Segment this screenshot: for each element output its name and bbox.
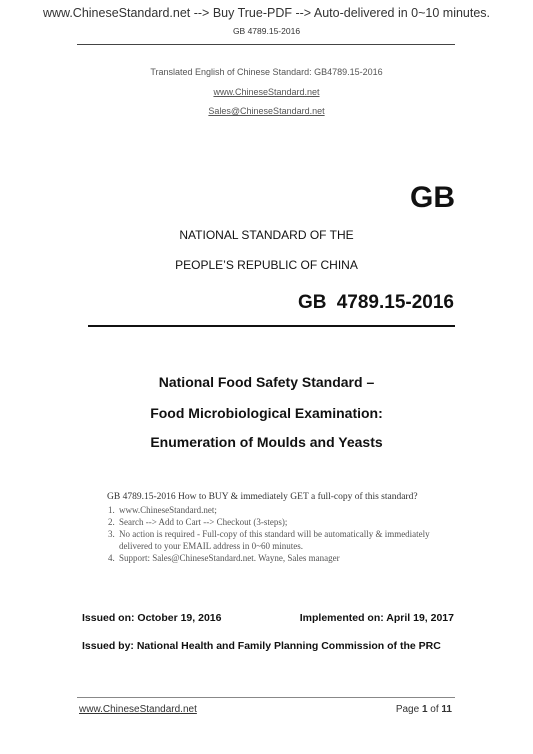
buy-step [107, 516, 452, 528]
issued-by: Issued by: National Health and Family Planning Commission of the PRC [82, 640, 441, 652]
buy-instructions [107, 492, 452, 564]
buy-step-number: 4. [108, 553, 115, 563]
page-of: of [427, 704, 442, 715]
title-line1: National Food Safety Standard – [158, 374, 375, 390]
header-standard-code: GB 4789.15-2016 [232, 26, 301, 36]
buy-step-text: Search --> Add to Cart --> Checkout (3-steps); [119, 517, 288, 527]
site-link-wrapper [0, 87, 533, 97]
buy-heading: GB 4789.15-2016 How to BUY & immediately GET a full-copy of this standard? [107, 492, 418, 502]
footer-site-link[interactable]: www.ChineseStandard.net [79, 704, 197, 715]
footer-divider [77, 697, 455, 698]
buy-step-text[interactable]: www.ChineseStandard.net; [119, 505, 217, 515]
site-link[interactable]: www.ChineseStandard.net [213, 87, 320, 97]
standard-code-divider [88, 325, 455, 327]
standard-code: GB 4789.15-2016 [297, 292, 454, 313]
header-divider [77, 44, 455, 45]
national-standard-line1: NATIONAL STANDARD OF THE [179, 228, 354, 242]
page-total: 11 [441, 704, 452, 715]
page-prefix: Page [395, 704, 422, 715]
issued-on: Issued on: October 19, 2016 [82, 612, 222, 624]
top-banner: www.ChineseStandard.net --> Buy True-PDF --> Auto-delivered in 0~10 minutes. [42, 6, 491, 20]
buy-step-text: No action is required - Full-copy of this standard will be automatically & immediately delivered to your EMAIL address in 0~60 minutes. [119, 529, 430, 551]
buy-step [107, 552, 452, 564]
page-indicator [0, 704, 452, 715]
buy-step [107, 528, 452, 552]
translation-note: Translated English of Chinese Standard: GB4789.15-2016 [150, 67, 383, 77]
buy-step-number: 3. [108, 529, 115, 539]
buy-step-number: 1. [108, 505, 115, 515]
title-line2: Food Microbiological Examination: [150, 405, 383, 421]
gb-logo: GB [410, 181, 455, 214]
title-line3: Enumeration of Moulds and Yeasts [150, 434, 383, 450]
page-current: 1 [421, 704, 428, 715]
implemented-on: Implemented on: April 19, 2017 [299, 612, 454, 624]
email-link-wrapper [0, 106, 533, 116]
buy-step-number: 2. [108, 517, 115, 527]
national-standard-line2: PEOPLE’S REPUBLIC OF CHINA [175, 258, 358, 272]
buy-step [107, 504, 452, 516]
buy-step-text: Support: Sales@ChineseStandard.net. Wayne, Sales manager [119, 553, 340, 563]
email-link[interactable]: Sales@ChineseStandard.net [208, 106, 325, 116]
